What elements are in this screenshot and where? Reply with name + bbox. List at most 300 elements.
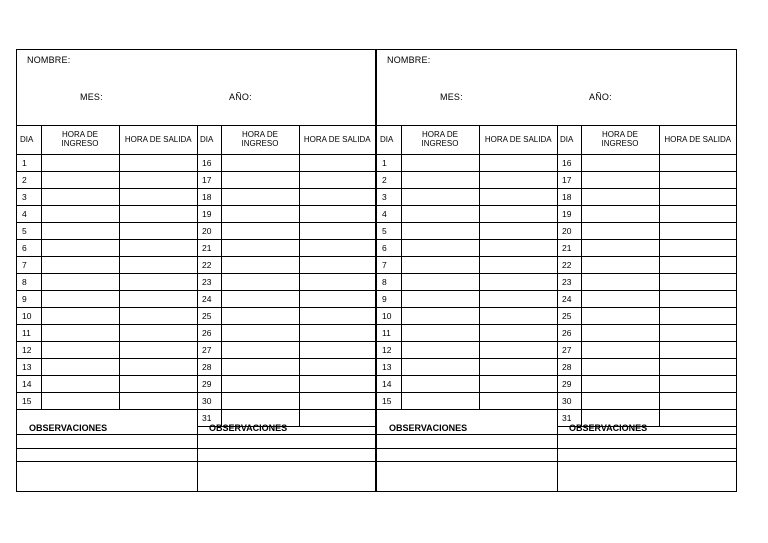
nombre-label: NOMBRE: (27, 55, 71, 65)
hora-ingreso-cell[interactable] (401, 171, 479, 188)
hora-salida-cell[interactable] (299, 273, 375, 290)
day-number: 9 (377, 290, 401, 307)
day-row (17, 307, 197, 324)
day-number: 17 (557, 171, 581, 188)
form-header (377, 50, 736, 126)
hora-salida-cell[interactable] (479, 307, 557, 324)
hora-salida-cell[interactable] (479, 188, 557, 205)
day-row (557, 171, 736, 188)
hora-salida-cell[interactable] (119, 290, 197, 307)
observaciones-line[interactable] (17, 435, 197, 449)
days-1-15-table (17, 125, 197, 426)
day-row (557, 358, 736, 375)
hora-ingreso-cell[interactable] (221, 307, 299, 324)
hora-salida-cell[interactable] (299, 239, 375, 256)
hora-ingreso-cell[interactable] (221, 290, 299, 307)
day-number: 23 (557, 273, 581, 290)
day-number: 12 (377, 341, 401, 358)
hora-ingreso-cell[interactable] (581, 392, 659, 409)
hora-salida-cell[interactable] (659, 290, 736, 307)
day-row (17, 154, 197, 171)
day-number: 10 (377, 307, 401, 324)
day-row (377, 222, 557, 239)
hora-salida-cell[interactable] (479, 358, 557, 375)
hora-salida-cell[interactable] (479, 222, 557, 239)
ano-label: AÑO: (229, 92, 252, 102)
hora-salida-cell[interactable] (479, 273, 557, 290)
attendance-form-1 (16, 49, 376, 492)
hora-salida-cell[interactable] (659, 358, 736, 375)
hora-ingreso-cell[interactable] (221, 239, 299, 256)
hora-ingreso-cell[interactable] (581, 188, 659, 205)
day-number: 12 (17, 341, 41, 358)
day-row (197, 375, 375, 392)
hora-ingreso-cell[interactable] (581, 358, 659, 375)
col-hora-ingreso-header (221, 125, 299, 154)
day-row (17, 358, 197, 375)
day-number: 15 (377, 392, 401, 409)
day-number: 22 (197, 256, 221, 273)
day-number: 28 (197, 358, 221, 375)
day-row (377, 239, 557, 256)
hora-ingreso-cell[interactable] (221, 324, 299, 341)
attendance-grid (377, 125, 736, 491)
hora-salida-cell[interactable] (119, 205, 197, 222)
day-row (557, 307, 736, 324)
day-row (377, 358, 557, 375)
hora-ingreso-line1: HORA DE (241, 130, 278, 140)
hora-ingreso-cell[interactable] (221, 171, 299, 188)
col-hora-ingreso-header (401, 125, 479, 154)
hora-ingreso-cell[interactable] (41, 188, 119, 205)
day-row (197, 341, 375, 358)
day-row (557, 222, 736, 239)
hora-ingreso-cell[interactable] (41, 358, 119, 375)
day-number: 13 (377, 358, 401, 375)
col-hora-ingreso-header (581, 125, 659, 154)
hora-salida-cell[interactable] (659, 239, 736, 256)
day-row (197, 290, 375, 307)
hora-ingreso-cell[interactable] (581, 341, 659, 358)
day-row (377, 188, 557, 205)
col-dia-header: DIA (557, 125, 581, 154)
day-number: 1 (17, 154, 41, 171)
col-hora-salida-header: HORA DE SALIDA (299, 125, 375, 154)
hora-ingreso-cell[interactable] (41, 341, 119, 358)
hora-ingreso-cell[interactable] (221, 341, 299, 358)
day-number: 2 (17, 171, 41, 188)
day-row (557, 205, 736, 222)
hora-ingreso-cell[interactable] (401, 188, 479, 205)
day-row (17, 375, 197, 392)
attendance-form-2 (376, 49, 737, 492)
day-row (197, 256, 375, 273)
observaciones-box (17, 421, 197, 476)
col-hora-salida-header: HORA DE SALIDA (659, 125, 736, 154)
hora-ingreso-cell[interactable] (221, 392, 299, 409)
attendance-grid (17, 125, 375, 491)
day-number: 19 (557, 205, 581, 222)
observaciones-line[interactable] (377, 435, 557, 449)
observaciones-line[interactable] (557, 449, 736, 463)
hora-salida-cell[interactable] (299, 324, 375, 341)
hora-salida-cell[interactable] (119, 392, 197, 409)
days-16-31-table (197, 125, 375, 427)
hora-ingreso-cell[interactable] (41, 171, 119, 188)
hora-ingreso-cell[interactable] (581, 324, 659, 341)
day-number: 26 (557, 324, 581, 341)
observaciones-line[interactable] (377, 462, 557, 476)
hora-salida-cell[interactable] (659, 154, 736, 171)
day-row (197, 154, 375, 171)
day-number: 21 (197, 239, 221, 256)
hora-ingreso-cell[interactable] (221, 154, 299, 171)
hora-salida-cell[interactable] (659, 324, 736, 341)
hora-ingreso-line2: INGRESO (61, 139, 99, 149)
day-row (197, 324, 375, 341)
hora-salida-cell[interactable] (299, 307, 375, 324)
day-row (377, 273, 557, 290)
day-number: 22 (557, 256, 581, 273)
hora-salida-cell[interactable] (659, 256, 736, 273)
nombre-label: NOMBRE: (387, 55, 431, 65)
hora-ingreso-cell[interactable] (581, 273, 659, 290)
observaciones-box (557, 421, 736, 476)
hora-salida-cell[interactable] (119, 154, 197, 171)
hora-ingreso-cell[interactable] (581, 375, 659, 392)
hora-ingreso-line2: INGRESO (241, 139, 279, 149)
day-row (377, 171, 557, 188)
hora-ingreso-cell[interactable] (401, 239, 479, 256)
hora-salida-cell[interactable] (299, 358, 375, 375)
day-number: 3 (17, 188, 41, 205)
day-number: 8 (377, 273, 401, 290)
day-number: 4 (17, 205, 41, 222)
hora-salida-cell[interactable] (299, 392, 375, 409)
hora-salida-cell[interactable] (659, 307, 736, 324)
hora-salida-cell[interactable] (479, 256, 557, 273)
day-row (377, 307, 557, 324)
hora-salida-cell[interactable] (659, 341, 736, 358)
day-row (197, 307, 375, 324)
day-number: 16 (557, 154, 581, 171)
hora-salida-cell[interactable] (479, 171, 557, 188)
day-number: 28 (557, 358, 581, 375)
day-row (377, 290, 557, 307)
hora-ingreso-cell[interactable] (581, 222, 659, 239)
days-16-31-section (557, 125, 736, 491)
hora-ingreso-cell[interactable] (401, 392, 479, 409)
day-row (17, 222, 197, 239)
hora-ingreso-cell[interactable] (41, 290, 119, 307)
observaciones-label: OBSERVACIONES (197, 421, 375, 435)
hora-ingreso-cell[interactable] (581, 205, 659, 222)
day-row (17, 341, 197, 358)
hora-ingreso-cell[interactable] (41, 307, 119, 324)
day-row (197, 188, 375, 205)
day-number: 27 (557, 341, 581, 358)
hora-ingreso-cell[interactable] (41, 222, 119, 239)
day-row (377, 256, 557, 273)
form-header (17, 50, 375, 126)
day-row (17, 392, 197, 409)
day-number: 24 (557, 290, 581, 307)
day-number: 5 (17, 222, 41, 239)
hora-ingreso-cell[interactable] (221, 205, 299, 222)
col-hora-ingreso-header (41, 125, 119, 154)
hora-ingreso-cell[interactable] (221, 256, 299, 273)
day-number: 16 (197, 154, 221, 171)
col-dia-header: DIA (377, 125, 401, 154)
hora-ingreso-cell[interactable] (41, 392, 119, 409)
col-dia-header: DIA (17, 125, 41, 154)
day-number: 11 (377, 324, 401, 341)
col-dia-header: DIA (197, 125, 221, 154)
hora-salida-cell[interactable] (299, 171, 375, 188)
hora-ingreso-cell[interactable] (581, 307, 659, 324)
day-number: 30 (557, 392, 581, 409)
day-row (377, 392, 557, 409)
days-1-15-section (377, 125, 558, 491)
day-number: 8 (17, 273, 41, 290)
hora-salida-cell[interactable] (299, 154, 375, 171)
day-number: 31 (557, 409, 581, 426)
hora-salida-cell[interactable] (299, 188, 375, 205)
observaciones-label: OBSERVACIONES (557, 421, 736, 435)
hora-salida-cell[interactable] (119, 171, 197, 188)
col-hora-salida-header: HORA DE SALIDA (479, 125, 557, 154)
day-number: 7 (17, 256, 41, 273)
observaciones-line[interactable] (197, 435, 375, 449)
hora-ingreso-cell[interactable] (401, 307, 479, 324)
day-row (377, 205, 557, 222)
hora-ingreso-cell[interactable] (401, 273, 479, 290)
hora-salida-cell[interactable] (299, 222, 375, 239)
hora-ingreso-cell[interactable] (221, 358, 299, 375)
hora-ingreso-cell[interactable] (401, 154, 479, 171)
hora-ingreso-cell[interactable] (581, 290, 659, 307)
day-number: 18 (557, 188, 581, 205)
day-number: 21 (557, 239, 581, 256)
day-number: 6 (377, 239, 401, 256)
day-row (17, 239, 197, 256)
hora-salida-cell[interactable] (479, 324, 557, 341)
day-row (17, 188, 197, 205)
hora-salida-cell[interactable] (659, 222, 736, 239)
day-row (197, 205, 375, 222)
hora-salida-cell[interactable] (119, 256, 197, 273)
day-row (557, 154, 736, 171)
hora-ingreso-cell[interactable] (41, 324, 119, 341)
hora-ingreso-cell[interactable] (401, 358, 479, 375)
hora-ingreso-cell[interactable] (401, 205, 479, 222)
day-number: 14 (17, 375, 41, 392)
ano-label: AÑO: (589, 92, 612, 102)
day-row (197, 392, 375, 409)
hora-ingreso-cell[interactable] (581, 154, 659, 171)
day-row (377, 375, 557, 392)
hora-salida-cell[interactable] (479, 205, 557, 222)
hora-salida-cell[interactable] (659, 205, 736, 222)
hora-ingreso-cell[interactable] (401, 256, 479, 273)
day-number: 13 (17, 358, 41, 375)
observaciones-line[interactable] (197, 449, 375, 463)
hora-salida-cell[interactable] (659, 273, 736, 290)
day-number: 2 (377, 171, 401, 188)
day-number: 27 (197, 341, 221, 358)
day-number: 17 (197, 171, 221, 188)
day-number: 26 (197, 324, 221, 341)
day-row (557, 290, 736, 307)
hora-salida-cell[interactable] (299, 375, 375, 392)
day-number: 1 (377, 154, 401, 171)
hora-ingreso-line2: INGRESO (601, 139, 639, 149)
hora-salida-cell[interactable] (659, 188, 736, 205)
hora-ingreso-cell[interactable] (41, 256, 119, 273)
day-number: 18 (197, 188, 221, 205)
day-number: 10 (17, 307, 41, 324)
hora-salida-cell[interactable] (119, 358, 197, 375)
hora-salida-cell[interactable] (119, 273, 197, 290)
hora-salida-cell[interactable] (479, 154, 557, 171)
hora-ingreso-cell[interactable] (581, 239, 659, 256)
day-number: 3 (377, 188, 401, 205)
hora-salida-cell[interactable] (479, 341, 557, 358)
hora-salida-cell[interactable] (119, 375, 197, 392)
day-row (557, 375, 736, 392)
day-row (17, 290, 197, 307)
day-number: 19 (197, 205, 221, 222)
day-row (197, 239, 375, 256)
day-number: 15 (17, 392, 41, 409)
hora-ingreso-cell[interactable] (581, 171, 659, 188)
hora-salida-cell[interactable] (659, 171, 736, 188)
attendance-sheet (16, 49, 737, 492)
hora-ingreso-cell[interactable] (41, 154, 119, 171)
day-number: 23 (197, 273, 221, 290)
hora-salida-cell[interactable] (299, 341, 375, 358)
hora-ingreso-line2: INGRESO (421, 139, 459, 149)
observaciones-label: OBSERVACIONES (17, 421, 197, 435)
day-number: 24 (197, 290, 221, 307)
hora-salida-cell[interactable] (479, 290, 557, 307)
day-number: 29 (557, 375, 581, 392)
hora-salida-cell[interactable] (119, 239, 197, 256)
mes-label: MES: (80, 92, 103, 102)
hora-salida-cell[interactable] (479, 392, 557, 409)
day-number: 31 (197, 409, 221, 426)
hora-ingreso-cell[interactable] (41, 273, 119, 290)
hora-ingreso-cell[interactable] (221, 273, 299, 290)
observaciones-box (377, 421, 557, 476)
hora-ingreso-cell[interactable] (401, 341, 479, 358)
hora-salida-cell[interactable] (119, 324, 197, 341)
day-row (557, 188, 736, 205)
day-number: 11 (17, 324, 41, 341)
hora-salida-cell[interactable] (479, 375, 557, 392)
hora-ingreso-line1: HORA DE (61, 130, 98, 140)
hora-ingreso-line1: HORA DE (601, 130, 638, 140)
day-row (17, 171, 197, 188)
day-number: 25 (557, 307, 581, 324)
day-row (17, 273, 197, 290)
col-hora-salida-header: HORA DE SALIDA (119, 125, 197, 154)
day-number: 4 (377, 205, 401, 222)
day-row (197, 273, 375, 290)
days-1-15-table (377, 125, 557, 426)
day-row (197, 222, 375, 239)
day-number: 20 (197, 222, 221, 239)
day-number: 6 (17, 239, 41, 256)
hora-ingreso-cell[interactable] (221, 375, 299, 392)
day-row (377, 341, 557, 358)
observaciones-line[interactable] (557, 462, 736, 476)
hora-salida-cell[interactable] (119, 222, 197, 239)
day-row (17, 205, 197, 222)
days-16-31-table (557, 125, 736, 427)
hora-salida-cell[interactable] (299, 205, 375, 222)
day-row (557, 239, 736, 256)
days-1-15-section (17, 125, 198, 491)
observaciones-label: OBSERVACIONES (377, 421, 557, 435)
observaciones-line[interactable] (17, 462, 197, 476)
hora-salida-cell[interactable] (299, 290, 375, 307)
hora-salida-cell[interactable] (119, 341, 197, 358)
day-row (557, 273, 736, 290)
day-number: 30 (197, 392, 221, 409)
hora-salida-cell[interactable] (479, 239, 557, 256)
day-number: 7 (377, 256, 401, 273)
hora-ingreso-cell[interactable] (41, 375, 119, 392)
day-row (377, 154, 557, 171)
hora-ingreso-cell[interactable] (401, 290, 479, 307)
hora-ingreso-cell[interactable] (221, 222, 299, 239)
hora-ingreso-cell[interactable] (401, 324, 479, 341)
mes-label: MES: (440, 92, 463, 102)
day-row (197, 171, 375, 188)
day-number: 5 (377, 222, 401, 239)
hora-salida-cell[interactable] (299, 256, 375, 273)
observaciones-line[interactable] (197, 462, 375, 476)
hora-ingreso-cell[interactable] (41, 205, 119, 222)
day-number: 14 (377, 375, 401, 392)
hora-salida-cell[interactable] (659, 375, 736, 392)
day-row (557, 392, 736, 409)
day-number: 20 (557, 222, 581, 239)
hora-ingreso-cell[interactable] (401, 222, 479, 239)
day-number: 25 (197, 307, 221, 324)
observaciones-box (197, 421, 375, 476)
day-row (557, 256, 736, 273)
day-number: 29 (197, 375, 221, 392)
hora-salida-cell[interactable] (119, 188, 197, 205)
days-16-31-section (197, 125, 375, 491)
hora-ingreso-cell[interactable] (581, 256, 659, 273)
hora-ingreso-cell[interactable] (41, 239, 119, 256)
day-row (17, 256, 197, 273)
hora-salida-cell[interactable] (119, 307, 197, 324)
observaciones-line[interactable] (557, 435, 736, 449)
hora-ingreso-cell[interactable] (221, 188, 299, 205)
day-row (377, 324, 557, 341)
hora-salida-cell[interactable] (659, 392, 736, 409)
hora-ingreso-cell[interactable] (401, 375, 479, 392)
observaciones-line[interactable] (17, 449, 197, 463)
hora-ingreso-line1: HORA DE (421, 130, 458, 140)
observaciones-line[interactable] (377, 449, 557, 463)
day-row (557, 341, 736, 358)
day-number: 9 (17, 290, 41, 307)
